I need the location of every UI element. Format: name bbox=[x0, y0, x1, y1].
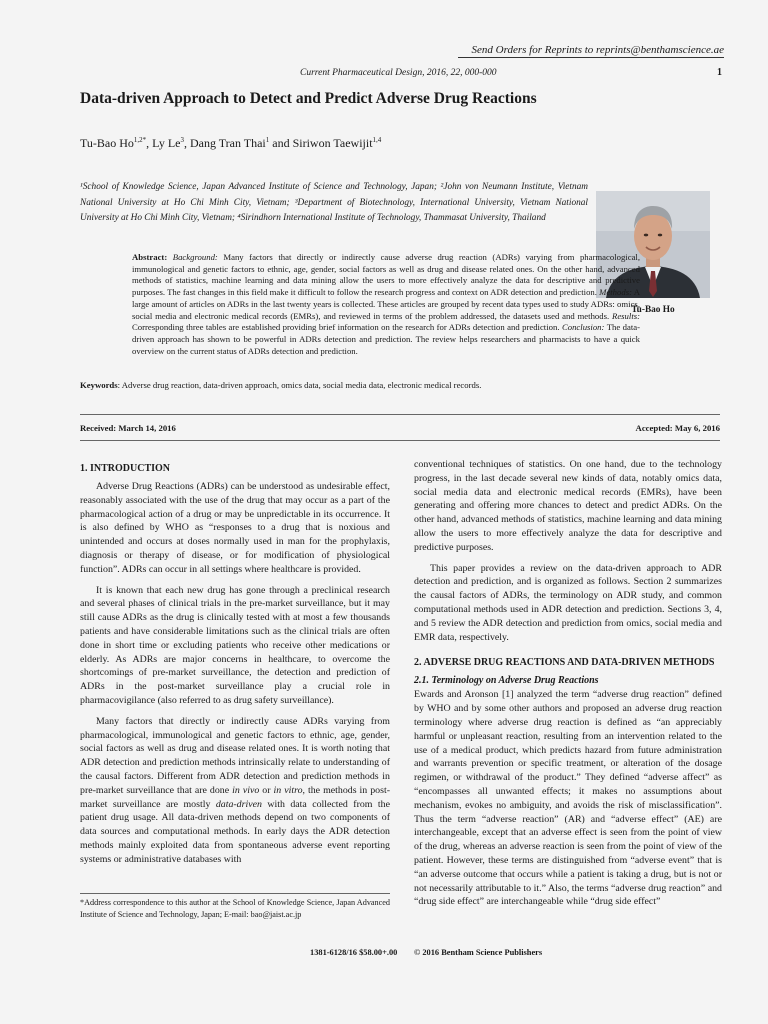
author-name: Dang Tran Thai bbox=[189, 136, 266, 150]
abstract-background: Many factors that directly or indirectly cause adverse drug reaction (ADRs) varying from pharmacological, immunological and genetic factors to ethnic, age, gender, social factors as well as drug and disease related ones. On the other hand, advanced methods of statistics, machine learning and data mining allow the users to more effectively analyze the data for descriptive and predictive purposes. The fast changes in this field make it difficult to follow the research progress and context on ADR detection and prediction. bbox=[132, 252, 641, 298]
received-date: Received: March 14, 2016 bbox=[80, 423, 176, 433]
paragraph: It is known that each new drug has gone through a preclinical research and several phases of clinical trials in the pre-market surveillance, but it may still cause ADRs as the drug is clinically tested with at most a few thousands patients and have considerable limitations such as the clinical trials are often done in short time or excluding patients who receive other medications or elderly. As ADRs are major concerns in healthcare, to overcome the shortcomings of pre-market surveillance, the detection and prediction of ADRs in the post-market surveillance play a crucial role in pharmacovigilance (also referred to as drug safety surveillance). bbox=[80, 584, 390, 706]
keywords-label: Keywords bbox=[80, 380, 118, 390]
issn-price: 1381-6128/16 $58.00+.00 bbox=[310, 948, 398, 957]
paragraph: Adverse Drug Reactions (ADRs) can be understood as undesirable effect, reasonably associated with the use of the drug that may occur as a part of the pharmacological action of a drug or may be unpredictable in its occurrence. It is also defined by WHO as “responses to a drug that is noxious and unintended and occurs at doses normally used in man for the prophylaxis, diagnosis or therapy of disease, or for modification of physiological function”. ADRs can occur in all settings where healthcare is provided. bbox=[80, 481, 390, 575]
right-column bbox=[414, 458, 722, 916]
author-name: Ly Le bbox=[152, 136, 181, 150]
text-run: data-driven bbox=[215, 798, 262, 810]
section-heading: 1. INTRODUCTION bbox=[80, 463, 171, 474]
author-separator: , bbox=[146, 136, 153, 150]
abstract-results: Corresponding three tables are established providing brief information on the research for ADRs detection and prediction. bbox=[132, 322, 560, 333]
left-column bbox=[80, 462, 390, 874]
text-run: Many factors that directly or indirectly cause ADRs varying from pharmacological, immunological and genetic factors to ethnic, age, gender, social factors as well as drug and disease related ones. It is worth noting that ADR detection and prediction methods intrinsically relate to understanding of the causal factors. Different from ADR detection and prediction methods in pre-market surveillance that are done bbox=[80, 715, 390, 796]
text-run: in vitro bbox=[273, 784, 303, 796]
author-separator: and bbox=[269, 136, 293, 150]
paragraph: Ewards and Aronson [1] analyzed the term “adverse drug reaction” defined by WHO and by some other authors and proposed an adverse drug reaction terminology where adverse drug reaction is defined as “an appreciably harmful or unpleasant reaction, resulting from an intervention related to the use of a medical product, which predicts hazard from future administration and warrants prevention or specific treatment, or alteration of the dosage regimen, or withdrawal of the product.” They defined “adverse affect” as “encompasses all unwanted effects; it makes no assumptions about mechanism, evokes no ambiguity, and avoids the risk of misclassification”. Thus the term “adverse reaction” (AR) and “adverse effect” (AE) are interchangeable, except that an adverse effect is seen from the point of view of the drug, whereas an adverse reaction is seen from the point of view of the patient. However, these terms are distinguished from “adverse event” that is “an adverse outcome that occurs while a patient is taking a drug, but is not or not necessarily attributable to it.” Also, the terms “adverse drug reaction” and “drug side effect” are interchangeable while “drug side effect” bbox=[414, 689, 722, 908]
methods-label: Methods: bbox=[599, 287, 632, 298]
abstract-conclusion: The data-driven approach has shown to be powerful in ADRs detection and prediction. The review helps researchers and pharmacists to have a quick overview on the current status of ADRs detection and prediction. bbox=[132, 322, 641, 356]
abstract-body bbox=[80, 252, 640, 357]
reprint-notice: Send Orders for Reprints to reprints@benthamscience.ae bbox=[458, 44, 724, 58]
subsection-heading: 2.1. Terminology on Adverse Drug Reactions bbox=[414, 675, 599, 687]
author-sup: 3 bbox=[180, 136, 184, 144]
results-label: Results: bbox=[612, 310, 641, 321]
affiliations: ¹School of Knowledge Science, Japan Advanced Institute of Science and Technology, Japan; ²John von Neumann Institute, Vietnam National University at Ho Chi Minh City, Vietnam; ³Department of Biotechnology, International University, Vietnam National University at Ho Chi Minh City, Vietnam; ⁴Sirindhorn International Institute of Technology, Thammasat University, Thailand bbox=[80, 182, 588, 223]
text-run: with data collected from the patient drug usage. All data-driven methods depend on two components of data sources and computational methods. In early days the ADR detection methods mainly exploited data from spontaneous adverse event reporting systems or administrative databases with bbox=[80, 798, 390, 865]
correspondence-footnote: *Address correspondence to this author at the School of Knowledge Science, Japan Advanced Institute of Science and Technology, Japan; E-mail: bao@jaist.ac.jp bbox=[80, 898, 390, 919]
abstract-label: Abstract: bbox=[132, 252, 168, 262]
author-sup: 1,2* bbox=[133, 136, 147, 144]
keywords-text: : Adverse drug reaction, data-driven approach, omics data, social media data, electronic medical records. bbox=[117, 380, 482, 390]
accepted-date: Accepted: May 6, 2016 bbox=[635, 423, 720, 433]
text-run: or bbox=[259, 784, 274, 796]
paragraph: conventional techniques of statistics. On one hand, due to the technology progress, in the last decade several new kinds of data, notably omics data, social media data and electronic medical records (EMRs), have been generating and offering more chances to detect and predict ADRs. On the other hand, advanced methods of statistics, machine learning and data mining allow the users to more effectively analyze the data for descriptive and predictive purposes. bbox=[414, 459, 722, 553]
copyright: © 2016 Bentham Science Publishers bbox=[414, 948, 543, 957]
abstract bbox=[80, 252, 690, 357]
author-name: Siriwon Taewijit bbox=[292, 136, 373, 150]
footnote-rule bbox=[80, 893, 390, 894]
conclusion-label: Conclusion: bbox=[561, 322, 605, 333]
author-sup: 1,4 bbox=[372, 136, 382, 144]
article-title: Data-driven Approach to Detect and Predict Adverse Drug Reactions bbox=[80, 90, 537, 107]
paragraph bbox=[80, 715, 390, 867]
divider-top bbox=[80, 414, 720, 415]
text-run: , the methods in post-market surveillance are mostly bbox=[80, 784, 390, 810]
section-heading: 2. ADVERSE DRUG REACTIONS AND DATA-DRIVEN METHODS bbox=[414, 657, 715, 669]
text-run: in vivo bbox=[232, 784, 260, 796]
divider-bottom bbox=[80, 440, 720, 441]
keywords bbox=[80, 380, 720, 390]
author-separator: , bbox=[183, 136, 190, 150]
page-number: 1 bbox=[717, 67, 722, 78]
author-sup: 1 bbox=[265, 136, 270, 144]
paragraph: This paper provides a review on the data-driven approach to ADR detection and prediction, and is organized as follows. Section 2 summarizes the causal factors of ADRs, the terminology on ADR study, and common computational methods used in ADR detection and prediction. Sections 3, 4, and 5 review the ADR detection and prediction from omics, social media and EMR data, respectively. bbox=[414, 562, 722, 643]
background-label: Background: bbox=[172, 252, 218, 262]
author-name: Tu-Bao Ho bbox=[80, 136, 134, 150]
photo-caption: Tu-Bao Ho bbox=[631, 305, 675, 315]
abstract-methods: A large amount of articles on ADRs in the last twenty years is collected. These articles are grouped by recent data types used to study ADRs: omics, social media and electronic medical records (EMRs), and reviewed in terms of the problem addressed, the datasets used and methods. bbox=[132, 287, 640, 321]
journal-citation: Current Pharmaceutical Design, 2016, 22, 000-000 bbox=[300, 68, 497, 78]
author-list bbox=[80, 136, 381, 151]
